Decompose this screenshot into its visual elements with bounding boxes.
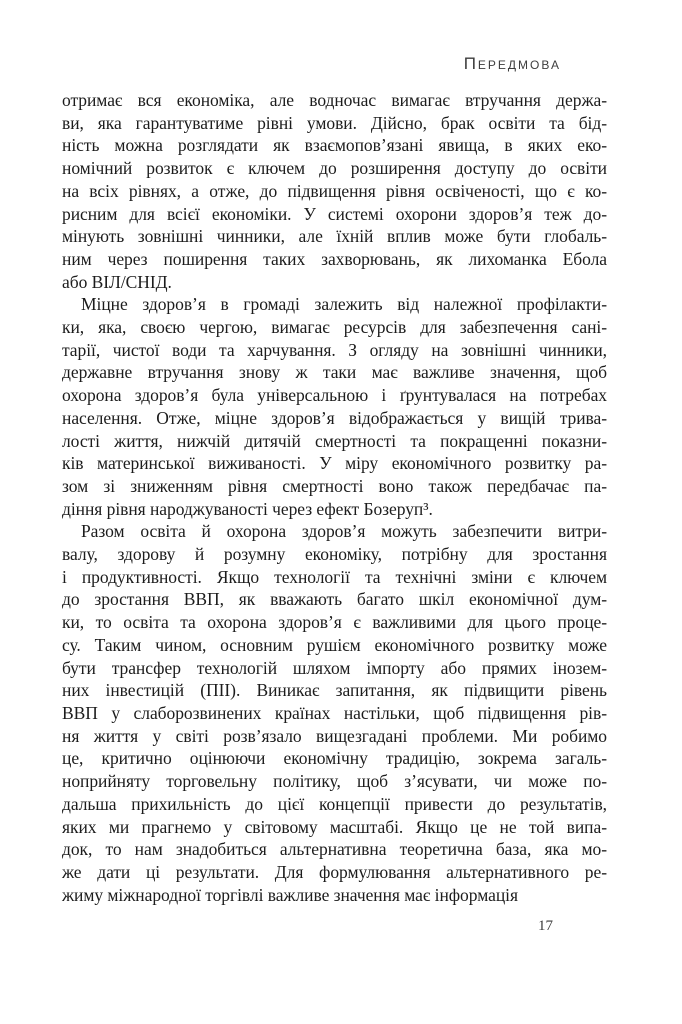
text-line: державне втручання знову ж таки має важливе значення, щоб <box>62 362 607 383</box>
text-line: до зростання ВВП, як вважають багато шкіл економічної дум- <box>62 589 607 610</box>
text-line: ви, яка гарантуватиме рівні умови. Дійсно, брак освіти та бід- <box>62 112 607 133</box>
text-line: або ВІЛ/СНІД. <box>62 271 172 292</box>
text-line: рисним для всієї економіки. У системі охорони здоров’я теж до- <box>62 203 607 224</box>
paragraph <box>62 520 607 906</box>
text-line: номічний розвиток є ключем до розширення доступу до освіти <box>62 158 607 179</box>
text-line: валу, здорову й розумну економіку, потрібну для зростання <box>62 544 607 565</box>
text-line: ноприйняту торговельну політику, щоб з’ясувати, чи може по- <box>62 771 607 792</box>
text-line: мінують зовнішні чинники, але їхній вплив може бути глобаль- <box>62 226 607 247</box>
text-line: них інвестицій (ПІІ). Виникає запитання, як підвищити рівень <box>62 680 607 701</box>
text-line: на всіх рівнях, а отже, до підвищення рівня освіченості, що є ко- <box>62 180 607 201</box>
text-line: ВВП у слаборозвинених країнах настільки, щоб підвищення рів- <box>62 702 607 723</box>
text-line: ня життя у світі розв’язало вищезгадані проблеми. Ми робимо <box>62 725 607 746</box>
paragraph <box>62 89 607 293</box>
text-line: дальша прихильність до цієї концепції привести до результатів, <box>62 793 607 814</box>
text-line: Міцне здоров’я в громаді залежить від належної профілакти- <box>81 294 607 315</box>
running-head: Передмова <box>463 54 561 73</box>
text-line: зом зі зниженням рівня смертності воно також передбачає па- <box>62 475 607 496</box>
text-line: охорона здоров’я була універсальною і ґрунтувалася на потребах <box>62 385 607 406</box>
text-line: Разом освіта й охорона здоров’я можуть забезпечити витри- <box>81 521 607 542</box>
text-line: це, критично оцінюючи економічну традицію, зокрема загаль- <box>62 748 607 769</box>
text-line: населення. Отже, міцне здоров’я відображається у вищій трива- <box>62 407 607 428</box>
text-line: жиму міжнародної торгівлі важливе значення має інформація <box>62 884 518 905</box>
text-line: ки, то освіта та охорона здоров’я є важливими для цього проце- <box>62 612 607 633</box>
text-line: су. Таким чином, основним рушієм економічного розвитку може <box>62 634 607 655</box>
text-line: док, то нам знадобиться альтернативна теоретична база, яка мо- <box>62 839 607 860</box>
page-number: 17 <box>538 918 553 934</box>
text-block <box>62 89 607 906</box>
text-line: отримає вся економіка, але водночас вимагає втручання держа- <box>62 90 607 110</box>
text-line: ки, яка, своєю чергою, вимагає ресурсів для забезпечення сані- <box>62 317 607 338</box>
text-line: лості життя, нижчій дитячій смертності та покращенні показни- <box>62 430 607 451</box>
text-line: тарії, чистої води та харчування. З огляду на зовнішні чинники, <box>62 339 607 360</box>
text-line: діння рівня народжуваності через ефект Бозеруп³. <box>62 498 433 519</box>
text-line: бути трансфер технологій шляхом імпорту або прямих інозем- <box>62 657 607 678</box>
text-line: ків материнської виживаності. У міру економічного розвитку ра- <box>62 453 607 474</box>
text-line: же дати ці результати. Для формулювання альтернативного ре- <box>62 861 607 882</box>
text-line: і продуктивності. Якщо технології та технічні зміни є ключем <box>62 566 607 587</box>
text-line: яких ми прагнемо у світовому масштабі. Якщо це не той випа- <box>62 816 607 837</box>
paragraph <box>62 293 607 520</box>
text-line: ність можна розглядати як взаємопов’язані явища, в яких еко- <box>62 135 607 156</box>
text-line: ним через поширення таких захворювань, як лихоманка Ебола <box>62 248 607 269</box>
